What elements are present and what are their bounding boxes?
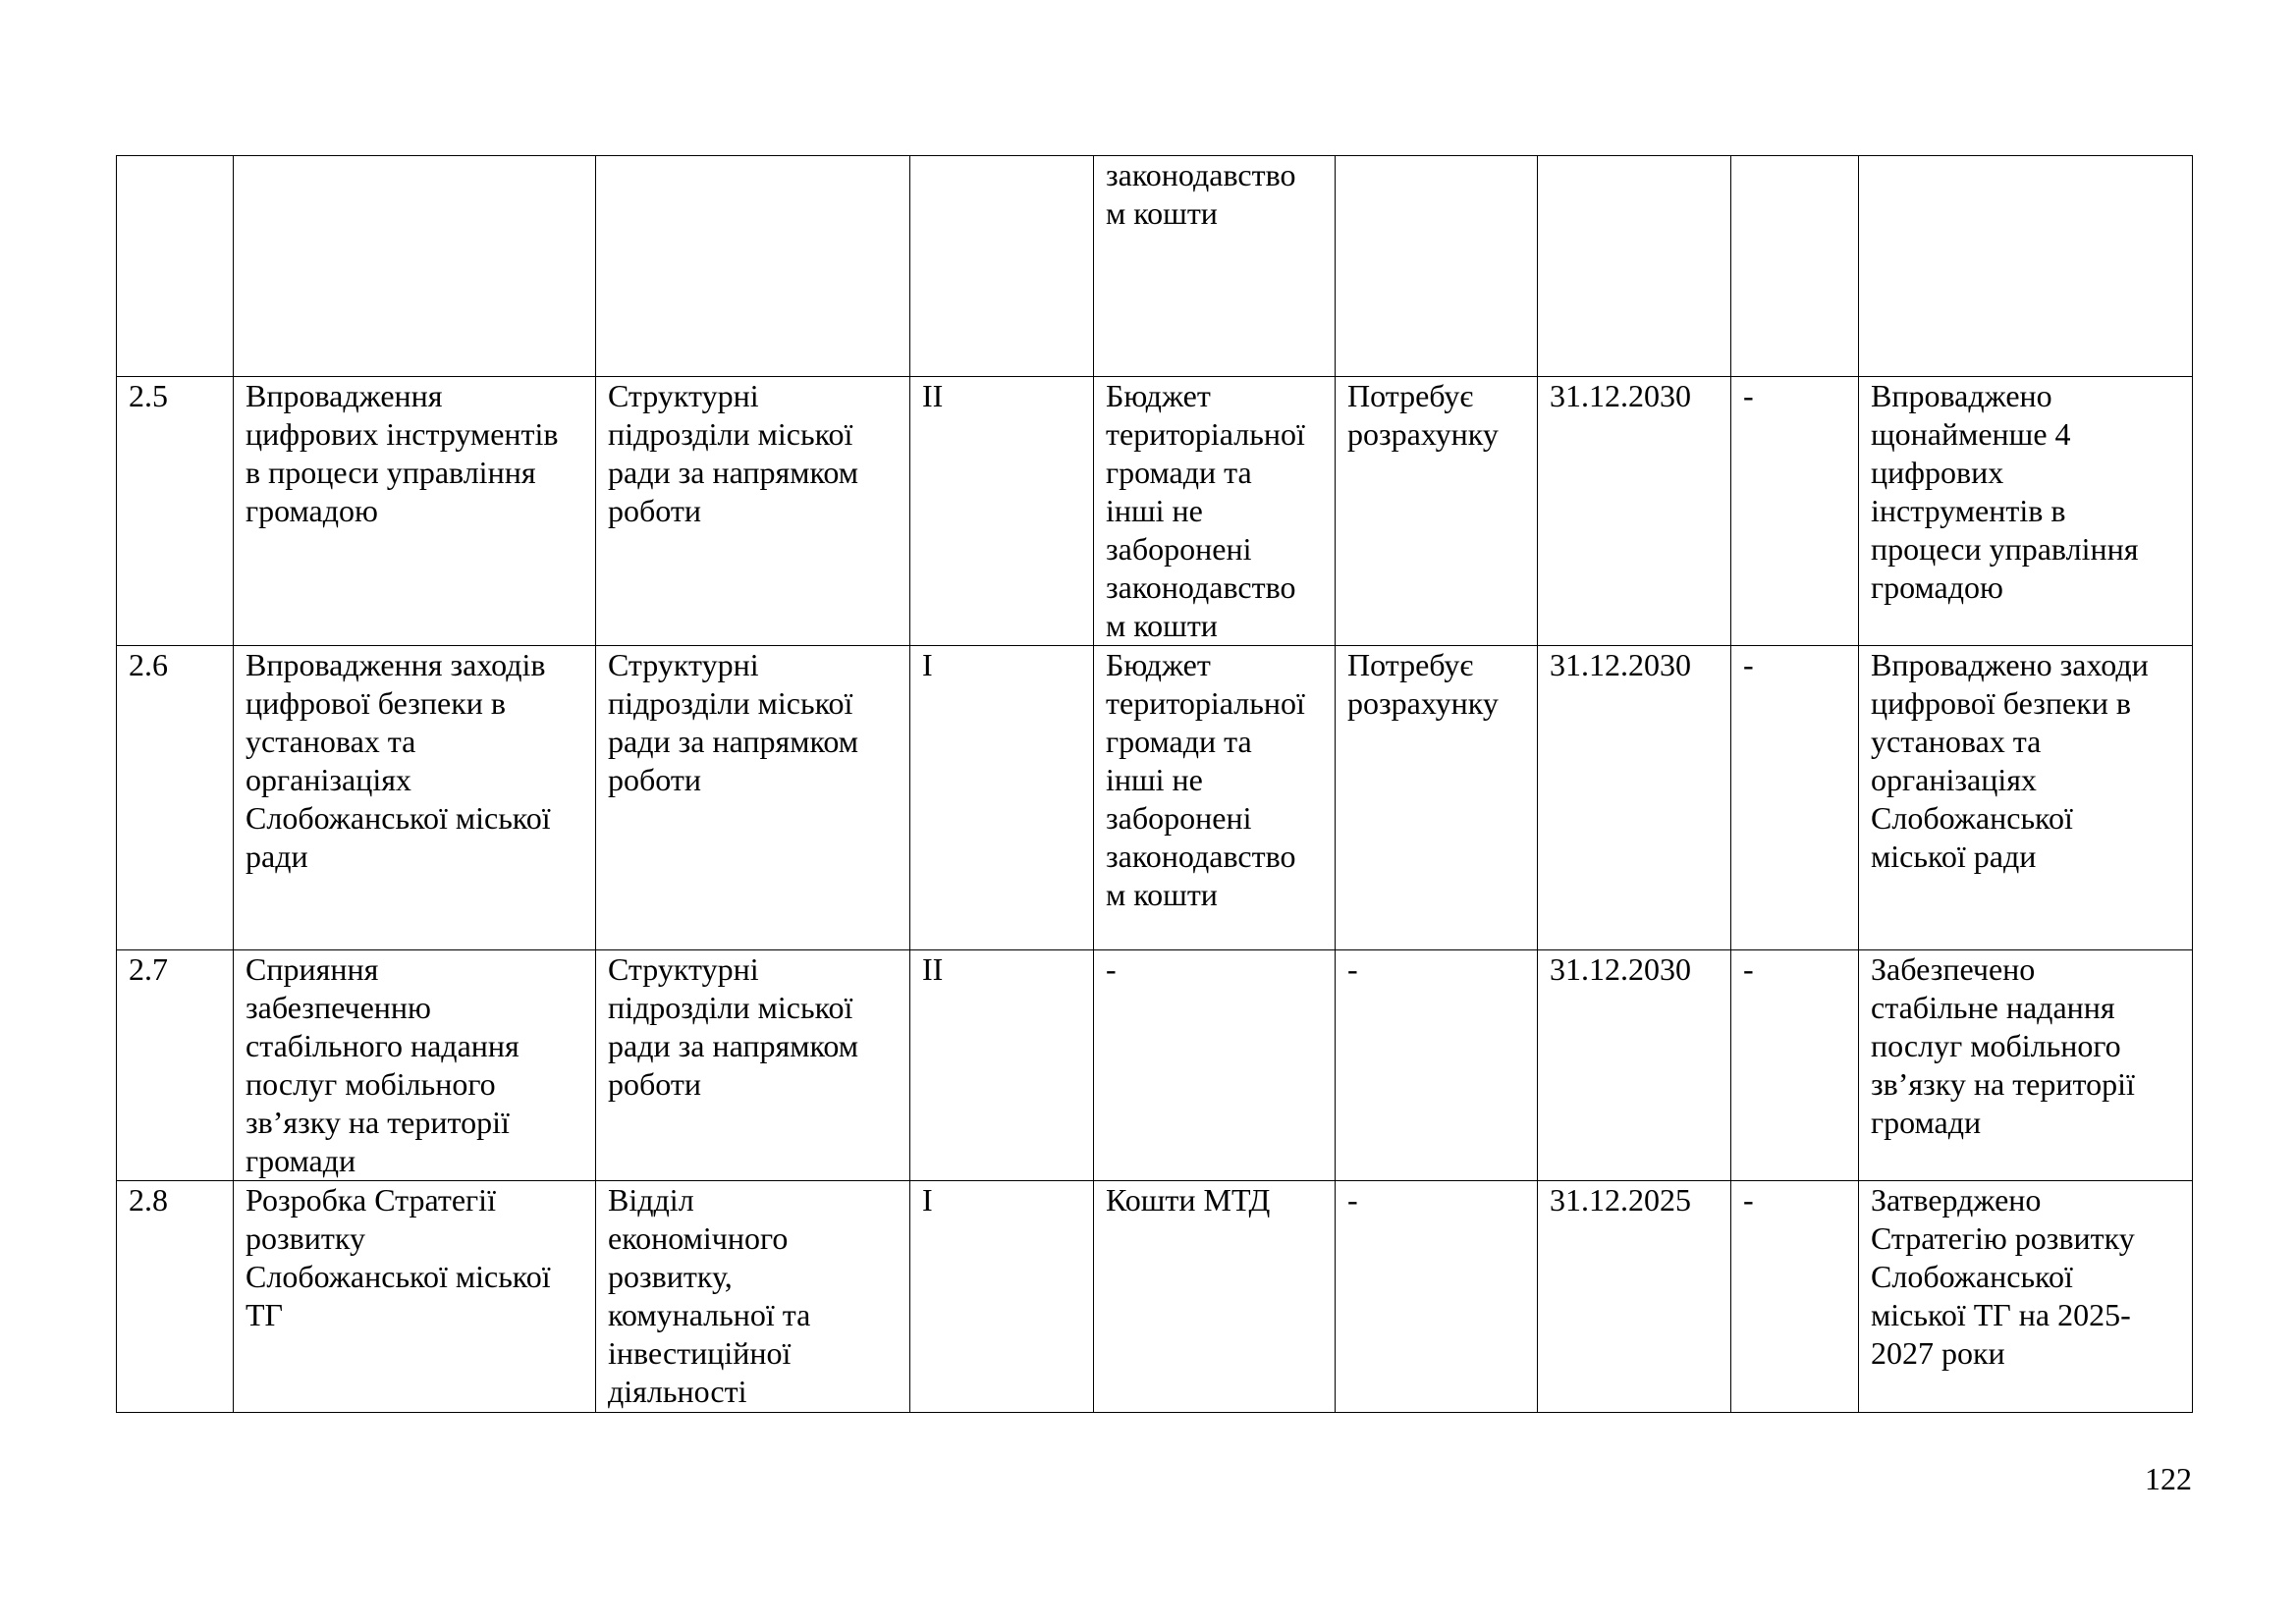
cell-deadline (1538, 156, 1731, 377)
cell-result: Впроваджено щонайменше 4 цифрових інструментів в процеси управління громадою (1859, 377, 2193, 646)
cell-cost: - (1336, 950, 1538, 1181)
cell-extra: - (1731, 950, 1859, 1181)
cell-number: 2.8 (117, 1181, 234, 1413)
cell-funding-source: Бюджет територіальної громади та інші не заборонені законодавство м кошти (1094, 377, 1336, 646)
cell-executor (596, 156, 910, 377)
table-row (117, 950, 2193, 1181)
measures-table (116, 155, 2193, 1413)
cell-extra (1731, 156, 1859, 377)
cell-deadline: 31.12.2030 (1538, 377, 1731, 646)
cell-result: Впроваджено заходи цифрової безпеки в установах та організаціях Слобожанської міської ради (1859, 646, 2193, 950)
cell-measure: Впровадження цифрових інструментів в процеси управління громадою (234, 377, 596, 646)
cell-number: 2.6 (117, 646, 234, 950)
cell-measure: Впровадження заходів цифрової безпеки в установах та організаціях Слобожанської міської ради (234, 646, 596, 950)
cell-number: 2.7 (117, 950, 234, 1181)
cell-result: Забезпечено стабільне надання послуг мобільного зв’язку на території громади (1859, 950, 2193, 1181)
cell-result: Затверджено Стратегію розвитку Слобожанської міської ТГ на 2025- 2027 роки (1859, 1181, 2193, 1413)
cell-deadline: 31.12.2030 (1538, 950, 1731, 1181)
cell-measure: Сприяння забезпеченню стабільного надання послуг мобільного зв’язку на території громади (234, 950, 596, 1181)
cell-priority (910, 156, 1094, 377)
cell-priority: ІІ (910, 950, 1094, 1181)
cell-funding-source: законодавство м кошти (1094, 156, 1336, 377)
cell-funding-source: - (1094, 950, 1336, 1181)
cell-cost (1336, 156, 1538, 377)
cell-funding-source: Кошти МТД (1094, 1181, 1336, 1413)
table-row (117, 377, 2193, 646)
table-row (117, 156, 2193, 377)
cell-extra: - (1731, 646, 1859, 950)
cell-deadline: 31.12.2025 (1538, 1181, 1731, 1413)
table-body (117, 156, 2193, 1413)
cell-executor: Структурні підрозділи міської ради за напрямком роботи (596, 377, 910, 646)
cell-priority: І (910, 1181, 1094, 1413)
cell-extra: - (1731, 1181, 1859, 1413)
cell-deadline: 31.12.2030 (1538, 646, 1731, 950)
cell-measure: Розробка Стратегії розвитку Слобожанської міської ТГ (234, 1181, 596, 1413)
cell-executor: Структурні підрозділи міської ради за напрямком роботи (596, 646, 910, 950)
cell-priority: І (910, 646, 1094, 950)
cell-cost: - (1336, 1181, 1538, 1413)
cell-executor: Структурні підрозділи міської ради за напрямком роботи (596, 950, 910, 1181)
cell-number (117, 156, 234, 377)
cell-extra: - (1731, 377, 1859, 646)
cell-executor: Відділ економічного розвитку, комунальної та інвестиційної діяльності (596, 1181, 910, 1413)
cell-result (1859, 156, 2193, 377)
cell-cost: Потребує розрахунку (1336, 646, 1538, 950)
cell-priority: ІІ (910, 377, 1094, 646)
cell-funding-source: Бюджет територіальної громади та інші не заборонені законодавство м кошти (1094, 646, 1336, 950)
cell-measure (234, 156, 596, 377)
page-number: 122 (2145, 1461, 2192, 1496)
cell-cost: Потребує розрахунку (1336, 377, 1538, 646)
table-row (117, 646, 2193, 950)
table-row (117, 1181, 2193, 1413)
cell-number: 2.5 (117, 377, 234, 646)
